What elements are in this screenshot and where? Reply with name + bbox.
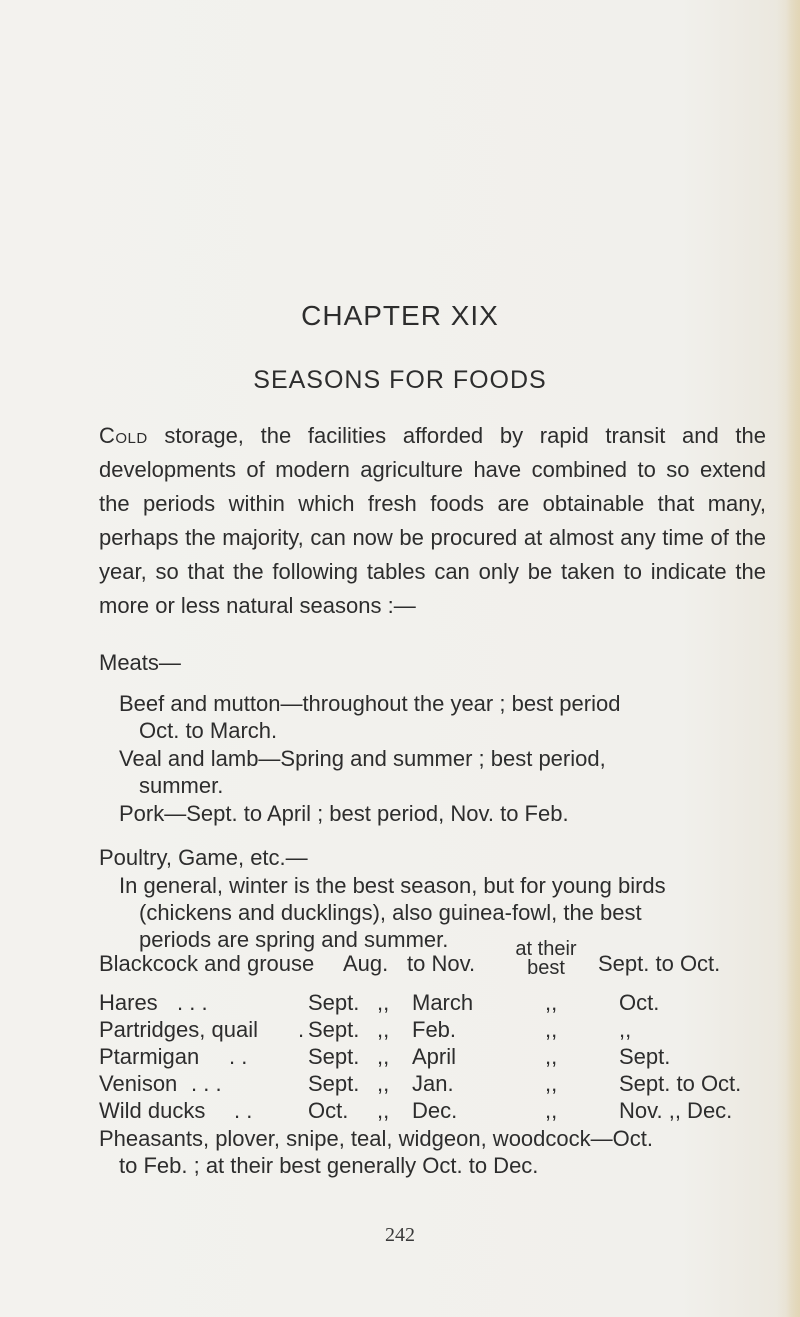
game-name: Ptarmigan — [99, 1044, 200, 1069]
game-name: Blackcock and grouse — [99, 951, 315, 976]
season-to: Dec. — [412, 1098, 458, 1123]
ditto-mark: ,, — [545, 1017, 558, 1042]
leader-dots: . . . — [191, 1071, 222, 1096]
poultry-general-line: (chickens and ducklings), also guinea-fowl, the best — [139, 900, 642, 925]
pheasants-line: to Feb. ; at their best generally Oct. to Dec. — [119, 1153, 539, 1178]
ditto-mark: ,, — [377, 1071, 390, 1096]
at-their-top: at their — [515, 938, 577, 960]
ditto-mark: ,, — [545, 1098, 558, 1123]
intro-paragraph — [99, 419, 766, 623]
meat-item-line: Veal and lamb—Spring and summer ; best period, — [119, 746, 606, 771]
leader-dots: . . . — [177, 990, 208, 1015]
best-season: Nov. ,, Dec. — [619, 1098, 733, 1123]
table-row — [99, 1017, 768, 1047]
best-season: Sept. to Oct. — [619, 1071, 742, 1096]
season-to: March — [412, 990, 474, 1015]
leader-dots: . . — [229, 1044, 248, 1069]
season-from: Oct. — [308, 1098, 349, 1123]
season-from: Sept. — [308, 1044, 360, 1069]
season-from: Aug. — [343, 951, 389, 976]
ditto-mark: ,, — [545, 1071, 558, 1096]
season-to: April — [412, 1044, 457, 1069]
meat-item-pork — [119, 800, 768, 827]
table-row — [99, 1044, 768, 1074]
at-their-bottom: best — [527, 957, 565, 979]
poultry-general-line: periods are spring and summer. — [139, 927, 449, 952]
meat-item-line: Pork—Sept. to April ; best period, Nov. to Feb. — [119, 801, 569, 826]
season-from: Sept. — [308, 1017, 360, 1042]
season-from: Sept. — [308, 1071, 360, 1096]
ditto-mark: ,, — [377, 990, 390, 1015]
best-season: Sept. to Oct. — [598, 951, 721, 976]
leader-dots: . . — [234, 1098, 253, 1123]
section-title: SEASONS FOR FOODS — [253, 366, 547, 394]
poultry-general-line: In general, winter is the best season, but for young birds — [119, 873, 666, 898]
intro-text: storage, the facilities afforded by rapid transit and the developments of modern agriculture have combined to so extend the periods within which fresh foods are obtainable that many, perhaps the majority, can now be procured at almost any time of the year, so that the following tables can only be taken to indicate the more or less natural seasons :— — [99, 423, 766, 618]
game-name: Wild ducks — [99, 1098, 206, 1123]
poultry-general-paragraph — [119, 872, 768, 953]
pheasants-line: Pheasants, plover, snipe, teal, widgeon, woodcock—Oct. — [99, 1126, 653, 1151]
ditto-mark: ,, — [545, 990, 558, 1015]
season-from: Sept. — [308, 990, 360, 1015]
game-name: Partridges, quail — [99, 1017, 258, 1042]
ditto-mark: ,, — [377, 1017, 390, 1042]
meat-item-veal — [119, 745, 768, 799]
game-name: Venison — [99, 1071, 178, 1096]
table-row — [99, 990, 768, 1020]
pheasants-paragraph — [99, 1125, 768, 1179]
season-to: Jan. — [412, 1071, 454, 1096]
page-edge — [786, 0, 800, 1317]
leader-dots: . — [298, 1017, 305, 1042]
season-to: to Nov. — [407, 951, 476, 976]
season-to: Feb. — [412, 1017, 457, 1042]
meat-item-beef — [119, 690, 768, 744]
best-season: Sept. — [619, 1044, 671, 1069]
meat-item-continuation: Oct. to March. — [139, 718, 278, 743]
meat-item-continuation: summer. — [139, 773, 224, 798]
page-number: 242 — [385, 1224, 415, 1246]
meat-item-line: Beef and mutton—throughout the year ; best period — [119, 691, 621, 716]
ditto-mark: ,, — [545, 1044, 558, 1069]
at-their-best-label — [501, 940, 591, 978]
best-season: ,, — [619, 1017, 632, 1042]
chapter-heading: CHAPTER XIX — [301, 300, 499, 331]
poultry-heading: Poultry, Game, etc.— — [99, 845, 308, 870]
best-season: Oct. — [619, 990, 660, 1015]
game-name: Hares — [99, 990, 158, 1015]
table-row — [99, 1098, 768, 1128]
ditto-mark: ,, — [377, 1044, 390, 1069]
ditto-mark: ,, — [377, 1098, 390, 1123]
table-row — [99, 1071, 768, 1101]
intro-lead-word: Cold — [99, 423, 148, 448]
meats-heading: Meats— — [99, 650, 181, 675]
